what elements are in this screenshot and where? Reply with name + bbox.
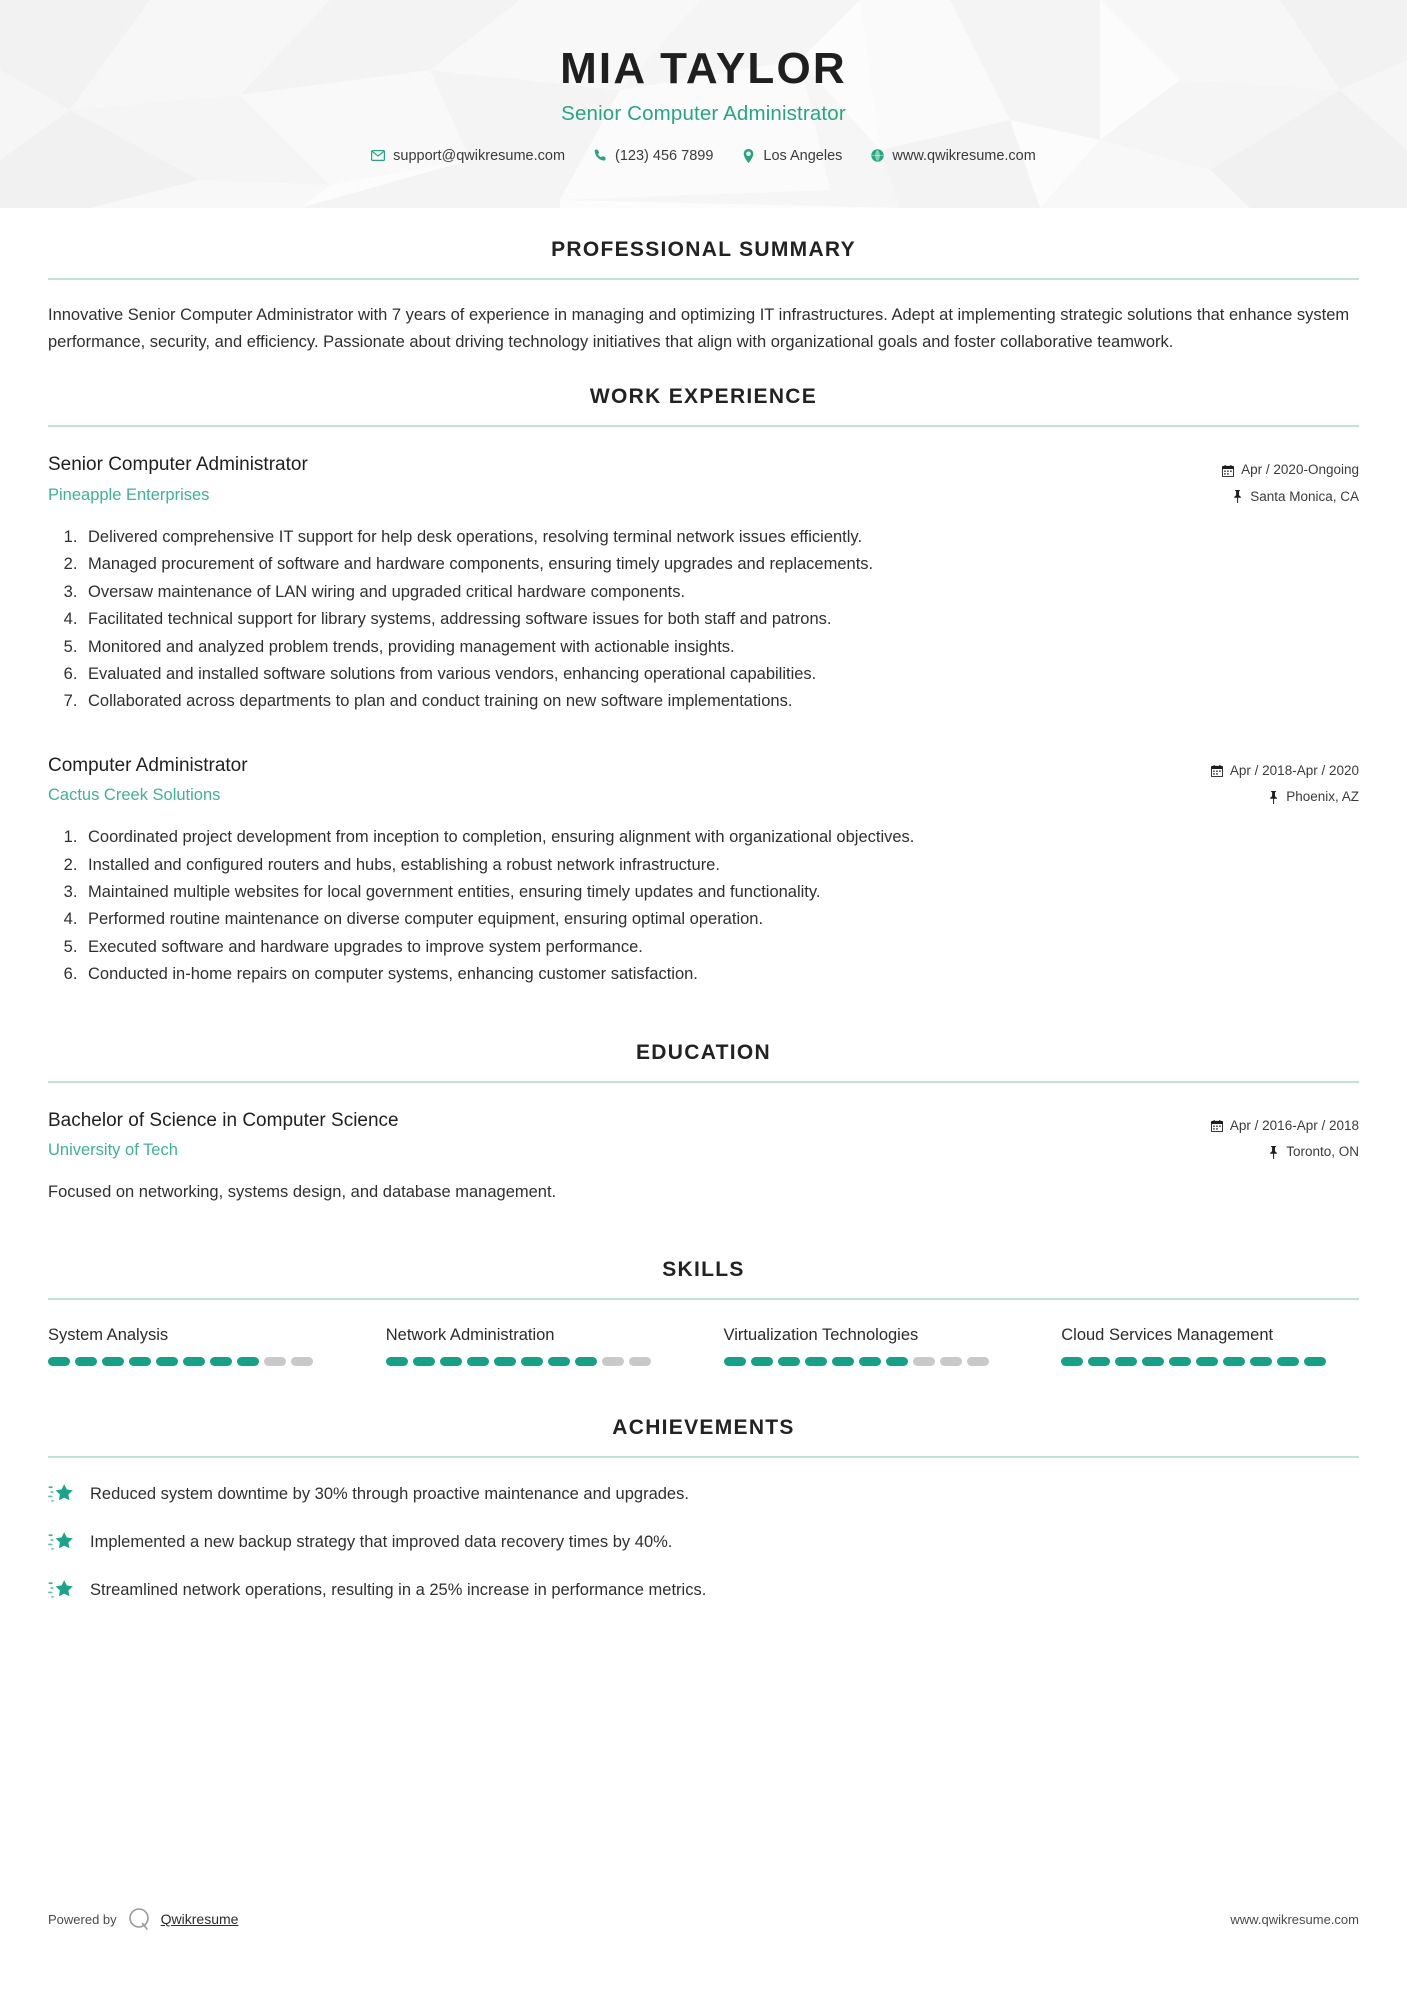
contact-location [727,148,856,164]
skill-dot-filled [237,1357,259,1366]
work-entry-header [48,453,1359,510]
skill-label: Cloud Services Management [1061,1325,1274,1344]
footer-branding [48,1906,238,1932]
skill-dot-filled [805,1357,827,1366]
responsibility-item: 2. Installed and configured routers and hubs, establishing a robust network infrastructure. [82,852,1359,879]
responsibility-item: 5. Monitored and analyzed problem trends, providing management with actionable insights. [82,634,1359,661]
job-responsibilities [48,524,1359,716]
skill-dot-filled [832,1357,854,1366]
skill-dot-filled [548,1357,570,1366]
section-work-experience [48,385,1359,988]
responsibility-item: 4. Performed routine maintenance on diverse computer equipment, ensuring optimal operation. [82,906,1359,933]
job-location: Santa Monica, CA [1250,488,1359,504]
job-title: Senior Computer Administrator [48,454,308,476]
skill-dot-empty [291,1357,313,1366]
school-name: University of Tech [48,1141,178,1160]
calendar-icon [1222,464,1234,477]
section-title-skills: SKILLS [662,1257,745,1281]
page-footer [48,1906,1359,1932]
education-entry [48,1109,1359,1206]
achievements-list [48,1482,1359,1603]
calendar-icon [1211,1119,1223,1132]
skill-dot-empty [602,1357,624,1366]
globe-icon [870,149,884,163]
education-entry-meta [1211,1109,1359,1166]
summary-paragraph: Innovative Senior Computer Administrator with 7 years of experience in managing and optimizing IT infrastructures. Adept at implementing strategic solutions that enhance system performance, security, and efficiency. Passionate about driving technology initiatives that align with organizational goals and foster collaborative teamwork. [48,306,1350,351]
work-entry-header [48,754,1359,811]
section-divider [48,278,1359,280]
envelope-icon [371,149,385,163]
responsibility-item: 1. Coordinated project development from inception to completion, ensuring alignment with organizational objectives. [82,824,1359,851]
contact-website-text: www.qwikresume.com [892,147,1036,164]
skill-dot-filled [156,1357,178,1366]
work-entry [48,754,1359,989]
skill-dot-filled [886,1357,908,1366]
skill-rating [386,1357,684,1366]
skill-dot-empty [913,1357,935,1366]
section-divider [48,1298,1359,1300]
achievement-item [48,1530,1359,1555]
resume-body [0,238,1407,1603]
job-location-row [1222,484,1359,510]
job-title: Computer Administrator [48,754,248,776]
work-entry [48,453,1359,715]
section-title-achievements: ACHIEVEMENTS [612,1415,795,1439]
job-location: Phoenix, AZ [1286,789,1359,804]
achievement-text: Reduced system downtime by 30% through proactive maintenance and upgrades. [90,1484,689,1503]
company-name: Cactus Creek Solutions [48,786,221,805]
qwikresume-brand-link[interactable]: Qwikresume [160,1911,239,1927]
responsibility-item: 6. Conducted in-home repairs on computer systems, enhancing customer satisfaction. [82,961,1359,988]
section-education [48,1041,1359,1206]
skill-dot-filled [1277,1357,1299,1366]
achievement-text: Streamlined network operations, resulting in a 25% increase in performance metrics. [90,1580,707,1599]
skill-dot-filled [102,1357,124,1366]
job-date-row [1222,457,1359,483]
skill-dot-filled [467,1357,489,1366]
section-skills [48,1258,1359,1366]
company-name: Pineapple Enterprises [48,486,210,505]
phone-icon [593,149,607,163]
skill-dot-filled [1169,1357,1191,1366]
shooting-star-icon [48,1483,74,1507]
skill-dot-filled [413,1357,435,1366]
section-title-work: WORK EXPERIENCE [589,385,818,409]
skills-grid [48,1326,1359,1366]
skill-item [1061,1326,1359,1366]
skill-item [724,1326,1022,1366]
shooting-star-icon [48,1579,74,1603]
responsibility-item: 4. Facilitated technical support for library systems, addressing software issues for both staff and patrons. [82,606,1359,633]
skill-dot-filled [1115,1357,1137,1366]
work-entry-meta [1211,754,1359,811]
skill-dot-empty [940,1357,962,1366]
qwikresume-logo-icon [126,1906,152,1932]
pushpin-icon [1231,490,1243,503]
skill-dot-filled [75,1357,97,1366]
skill-dot-filled [751,1357,773,1366]
responsibility-item: 3. Maintained multiple websites for local government entities, ensuring timely updates and functionality. [82,879,1359,906]
education-date-row [1211,1113,1359,1139]
shooting-star-icon [48,1531,74,1555]
work-entry-meta [1222,453,1359,510]
responsibility-item: 2. Managed procurement of software and hardware components, ensuring timely upgrades and replacements. [82,551,1359,578]
skill-dot-filled [48,1357,70,1366]
education-description: Focused on networking, systems design, and database management. [48,1183,557,1202]
responsibility-item: 3. Oversaw maintenance of LAN wiring and upgraded critical hardware components. [82,579,1359,606]
skill-dot-filled [440,1357,462,1366]
skill-label: System Analysis [48,1325,169,1344]
skill-rating [1061,1357,1359,1366]
skill-dot-filled [724,1357,746,1366]
candidate-role: Senior Computer Administrator [561,101,846,125]
skill-rating [724,1357,1022,1366]
responsibility-item: 7. Collaborated across departments to plan and conduct training on new software implementations. [82,688,1359,715]
resume-header [0,0,1407,208]
skill-dot-filled [859,1357,881,1366]
skill-dot-filled [575,1357,597,1366]
job-date: Apr / 2018-Apr / 2020 [1229,762,1359,778]
skill-dot-filled [494,1357,516,1366]
achievement-item [48,1482,1359,1507]
location-pin-icon [741,149,755,163]
contact-bar [0,148,1407,164]
contact-email[interactable] [357,148,579,164]
skill-dot-filled [1196,1357,1218,1366]
skill-rating [48,1357,346,1366]
section-divider [48,1456,1359,1458]
section-title-summary: PROFESSIONAL SUMMARY [551,238,856,261]
contact-email-text: support@qwikresume.com [393,147,566,164]
section-professional-summary [48,238,1359,355]
section-divider [48,425,1359,427]
skill-dot-empty [629,1357,651,1366]
skill-dot-empty [264,1357,286,1366]
achievement-text: Implemented a new backup strategy that improved data recovery times by 40%. [90,1532,673,1551]
job-location-row [1211,784,1359,810]
job-date-row [1211,758,1359,784]
skill-dot-filled [778,1357,800,1366]
education-location-row [1211,1139,1359,1165]
responsibility-item: 5. Executed software and hardware upgrades to improve system performance. [82,934,1359,961]
skill-item [386,1326,684,1366]
skill-label: Network Administration [385,1325,555,1344]
powered-by-label: Powered by [48,1911,117,1927]
skill-dot-filled [1304,1357,1326,1366]
contact-phone-text: (123) 456 7899 [615,147,714,164]
section-title-education: EDUCATION [636,1040,771,1064]
skill-dot-filled [210,1357,232,1366]
skill-dot-filled [183,1357,205,1366]
skill-dot-filled [386,1357,408,1366]
skill-item [48,1326,346,1366]
skill-dot-filled [1142,1357,1164,1366]
contact-phone[interactable] [579,148,727,164]
candidate-name: MIA TAYLOR [560,44,847,93]
job-responsibilities [48,824,1359,988]
education-location: Toronto, ON [1286,1143,1359,1159]
skill-dot-filled [1223,1357,1245,1366]
skill-dot-filled [1250,1357,1272,1366]
contact-website[interactable] [856,148,1049,164]
pushpin-icon [1267,791,1279,804]
responsibility-item: 6. Evaluated and installed software solutions from various vendors, enhancing operational capabilities. [82,661,1359,688]
skill-dot-filled [129,1357,151,1366]
degree-title: Bachelor of Science in Computer Science [48,1109,399,1131]
education-entry-header [48,1109,1359,1166]
achievement-item [48,1578,1359,1603]
education-date: Apr / 2016-Apr / 2018 [1229,1117,1359,1133]
pushpin-icon [1267,1146,1279,1159]
skill-dot-filled [521,1357,543,1366]
footer-website[interactable]: www.qwikresume.com [1230,1911,1359,1927]
skill-dot-filled [1088,1357,1110,1366]
skill-label: Virtualization Technologies [723,1325,919,1344]
job-date: Apr / 2020-Ongoing [1241,462,1359,478]
skill-dot-empty [967,1357,989,1366]
calendar-icon [1211,764,1223,777]
responsibility-item: 1. Delivered comprehensive IT support for help desk operations, resolving terminal network issues efficiently. [82,524,1359,551]
section-divider [48,1081,1359,1083]
skill-dot-filled [1061,1357,1083,1366]
contact-location-text: Los Angeles [763,147,843,164]
section-achievements [48,1416,1359,1603]
